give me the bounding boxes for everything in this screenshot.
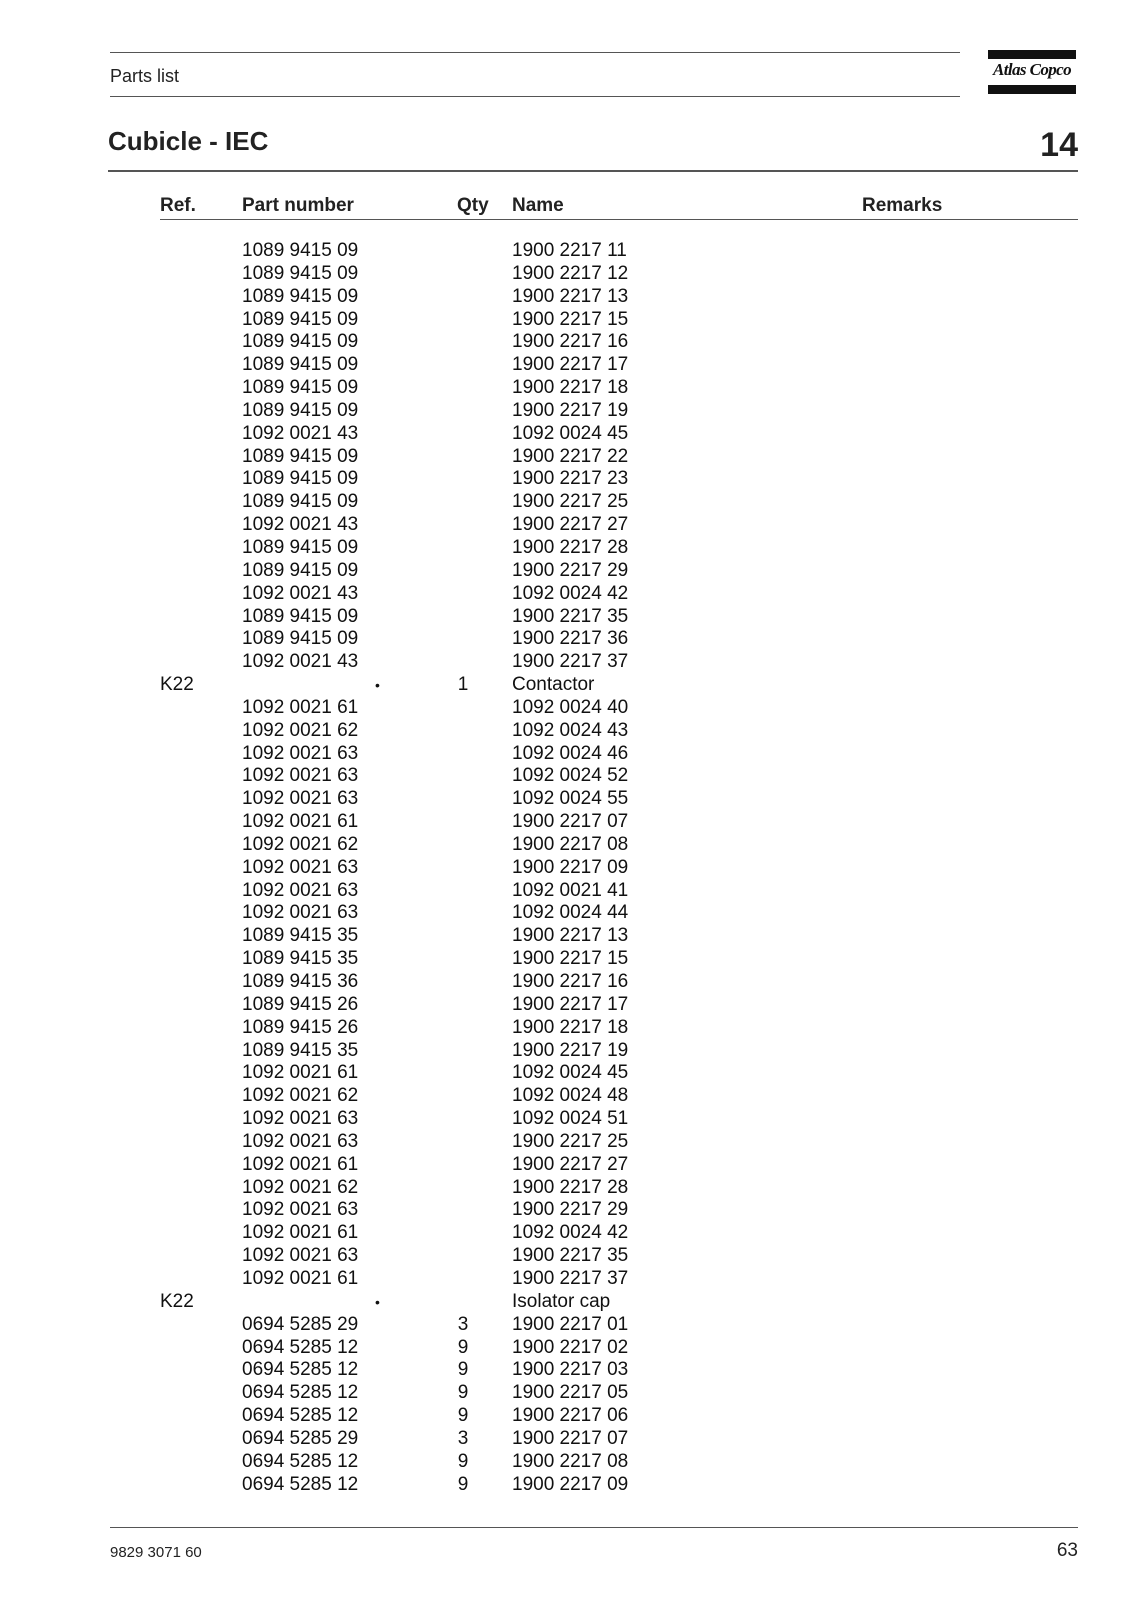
table-row [0,1222,1131,1245]
qty-cell: 1 [457,674,469,696]
page-title: Cubicle - IEC [108,126,269,156]
parts-table [0,240,1131,1496]
table-row [0,765,1131,788]
part-number-cell: 1089 9415 09 [242,377,359,399]
table-row [0,1359,1131,1382]
name-cell: 1900 2217 07 [512,1427,629,1449]
part-number-cell: 0694 5285 12 [242,1405,359,1427]
part-number-cell: 0694 5285 12 [242,1450,359,1472]
table-row [0,651,1131,674]
part-number-cell: 1092 0021 63 [242,879,359,901]
name-cell: 1900 2217 06 [512,1405,629,1427]
name-cell: 1900 2217 18 [512,377,629,399]
table-row [0,560,1131,583]
table-row [0,1040,1131,1063]
name-cell: 1092 0024 44 [512,902,629,924]
table-row [0,400,1131,423]
name-cell: 1900 2217 37 [512,1267,629,1289]
table-row [0,468,1131,491]
qty-cell: 9 [457,1450,469,1472]
name-cell: 1092 0024 45 [512,1062,629,1084]
name-cell: 1900 2217 22 [512,445,629,467]
name-cell: 1092 0024 46 [512,742,629,764]
name-cell: 1900 2217 19 [512,1039,629,1061]
table-row [0,925,1131,948]
column-header-qty: Qty [457,195,489,216]
name-cell: 1900 2217 37 [512,651,629,673]
logo-wordmark: Atlas Copco [993,60,1071,79]
part-number-cell: 0694 5285 29 [242,1427,359,1449]
name-cell: 1900 2217 35 [512,1245,629,1267]
ref-cell: K22 [160,1290,194,1312]
qty-cell: 3 [457,1427,469,1449]
name-cell: 1900 2217 23 [512,468,629,490]
page-number: 63 [1056,1540,1078,1561]
part-number-cell: 0694 5285 12 [242,1359,359,1381]
logo-bottom-bar [988,85,1076,94]
part-number-cell: 1092 0021 63 [242,788,359,810]
table-row [0,1245,1131,1268]
footer-rule [110,1527,1078,1528]
name-cell: 1900 2217 11 [512,240,627,261]
name-cell: 1900 2217 13 [512,285,629,307]
name-cell: 1900 2217 05 [512,1382,629,1404]
column-header-part-number: Part number [242,195,354,216]
part-number-cell: 1089 9415 09 [242,628,359,650]
part-number-cell: 1092 0021 61 [242,1267,359,1289]
part-number-cell: 1092 0021 43 [242,514,359,536]
name-cell: 1900 2217 29 [512,1199,629,1221]
part-number-cell: 1089 9415 09 [242,445,359,467]
name-cell: 1900 2217 15 [512,948,629,970]
name-cell: 1092 0024 48 [512,1085,629,1107]
table-row [0,1474,1131,1497]
part-number-cell: 1089 9415 09 [242,536,359,558]
table-row [0,1451,1131,1474]
table-row [0,1337,1131,1360]
part-number-cell: 1089 9415 09 [242,491,359,513]
table-row [0,1314,1131,1337]
part-number-cell: 1089 9415 09 [242,308,359,330]
column-header-ref: Ref. [160,195,196,216]
name-cell: 1092 0021 41 [512,879,629,901]
name-cell: 1900 2217 13 [512,925,629,947]
name-cell: 1900 2217 27 [512,1153,629,1175]
table-row [0,491,1131,514]
table-row [0,1131,1131,1154]
part-number-cell: 1092 0021 63 [242,1130,359,1152]
part-number-cell: 1092 0021 62 [242,719,359,741]
name-cell: 1092 0024 42 [512,582,629,604]
part-number-cell: 1092 0021 62 [242,1085,359,1107]
part-number-cell: 1089 9415 09 [242,240,359,261]
part-number-cell: 1092 0021 61 [242,811,359,833]
name-cell: 1900 2217 36 [512,628,629,650]
table-row [0,948,1131,971]
table-row [0,834,1131,857]
part-number-cell: 1089 9415 26 [242,1016,359,1038]
header-bottom-rule [110,96,960,97]
part-number-cell: 1089 9415 09 [242,262,359,284]
name-cell: 1092 0024 42 [512,1222,629,1244]
table-row [0,331,1131,354]
table-row [0,880,1131,903]
table-row [0,1108,1131,1131]
table-row [0,537,1131,560]
table-row [0,354,1131,377]
column-header-remarks: Remarks [862,195,943,216]
chapter-number: 14 [1040,126,1078,164]
part-number-cell: 1092 0021 63 [242,856,359,878]
table-row [0,1177,1131,1200]
qty-cell: 9 [457,1473,469,1495]
table-row [0,788,1131,811]
atlas-copco-logo [988,50,1076,94]
table-row [0,628,1131,651]
table-row [0,994,1131,1017]
part-number-cell: 1092 0021 43 [242,582,359,604]
table-row [0,583,1131,606]
part-number-cell: 0694 5285 12 [242,1382,359,1404]
part-number-cell: 1092 0021 61 [242,696,359,718]
table-row [0,606,1131,629]
name-cell: 1900 2217 18 [512,1016,629,1038]
part-number-cell: 1092 0021 62 [242,833,359,855]
part-number-cell: 1092 0021 63 [242,1245,359,1267]
document-number: 9829 3071 60 [110,1544,202,1561]
bullet-marker: • [375,1293,380,1310]
name-cell: 1092 0024 40 [512,696,629,718]
table-row [0,1085,1131,1108]
table-row [0,811,1131,834]
qty-cell: 9 [457,1382,469,1404]
name-cell: 1900 2217 02 [512,1336,629,1358]
part-number-cell: 1089 9415 09 [242,285,359,307]
qty-cell: 3 [457,1313,469,1335]
part-number-cell: 1089 9415 36 [242,971,359,992]
part-number-cell: 0694 5285 29 [242,1313,359,1335]
header-top-rule [110,52,960,53]
name-cell: 1900 2217 09 [512,856,629,878]
part-number-cell: 1092 0021 63 [242,1108,359,1130]
table-row [0,1017,1131,1040]
part-number-cell: 1092 0021 63 [242,765,359,787]
title-rule [108,170,1078,172]
table-row [0,1268,1131,1291]
part-number-cell: 1089 9415 09 [242,468,359,490]
name-cell: Contactor [512,674,595,696]
part-number-cell: 1092 0021 61 [242,1153,359,1175]
part-number-cell: 1089 9415 09 [242,331,359,353]
table-row [0,423,1131,446]
name-cell: 1900 2217 08 [512,833,629,855]
ref-cell: K22 [160,674,194,696]
table-row [0,697,1131,720]
table-row [0,902,1131,925]
table-row [0,1154,1131,1177]
table-row [0,1291,1131,1314]
section-label: Parts list [110,66,180,86]
name-cell: 1900 2217 12 [512,262,629,284]
name-cell: 1900 2217 25 [512,491,629,513]
table-row [0,263,1131,286]
part-number-cell: 1089 9415 09 [242,559,359,581]
column-header-rule [160,219,1078,220]
part-number-cell: 0694 5285 12 [242,1336,359,1358]
name-cell: 1900 2217 19 [512,399,629,421]
column-header-name: Name [512,195,564,216]
part-number-cell: 1092 0021 63 [242,742,359,764]
part-number-cell: 1089 9415 26 [242,993,359,1015]
name-cell: 1900 2217 35 [512,605,629,627]
name-cell: 1900 2217 15 [512,308,629,330]
part-number-cell: 1092 0021 63 [242,902,359,924]
part-number-cell: 1089 9415 09 [242,399,359,421]
table-row [0,514,1131,537]
name-cell: 1900 2217 16 [512,331,629,353]
table-row [0,674,1131,697]
name-cell: 1900 2217 01 [512,1313,629,1335]
name-cell: 1900 2217 17 [512,354,629,376]
table-row [0,857,1131,880]
part-number-cell: 0694 5285 12 [242,1473,359,1495]
part-number-cell: 1089 9415 35 [242,925,359,947]
qty-cell: 9 [457,1359,469,1381]
qty-cell: 9 [457,1336,469,1358]
name-cell: 1092 0024 51 [512,1108,629,1130]
table-row [0,1405,1131,1428]
name-cell: 1900 2217 17 [512,993,629,1015]
table-row [0,286,1131,309]
name-cell: 1900 2217 08 [512,1450,629,1472]
name-cell: 1092 0024 45 [512,422,629,444]
table-row [0,1062,1131,1085]
name-cell: 1900 2217 16 [512,971,629,992]
name-cell: 1900 2217 09 [512,1473,629,1495]
qty-cell: 9 [457,1405,469,1427]
bullet-marker: • [375,677,380,694]
name-cell: 1900 2217 25 [512,1130,629,1152]
part-number-cell: 1089 9415 09 [242,354,359,376]
table-row [0,1199,1131,1222]
part-number-cell: 1092 0021 43 [242,422,359,444]
name-cell: 1092 0024 55 [512,788,629,810]
table-row [0,971,1131,994]
name-cell: 1900 2217 29 [512,559,629,581]
name-cell: 1092 0024 52 [512,765,629,787]
part-number-cell: 1089 9415 35 [242,1039,359,1061]
table-row [0,446,1131,469]
name-cell: 1900 2217 28 [512,536,629,558]
name-cell: Isolator cap [512,1290,611,1312]
name-cell: 1900 2217 27 [512,514,629,536]
part-number-cell: 1092 0021 62 [242,1176,359,1198]
part-number-cell: 1089 9415 35 [242,948,359,970]
table-row [0,377,1131,400]
table-row [0,1382,1131,1405]
name-cell: 1900 2217 03 [512,1359,629,1381]
name-cell: 1900 2217 28 [512,1176,629,1198]
part-number-cell: 1092 0021 61 [242,1062,359,1084]
part-number-cell: 1092 0021 43 [242,651,359,673]
table-row [0,743,1131,766]
logo-top-bar [988,50,1076,59]
part-number-cell: 1092 0021 63 [242,1199,359,1221]
table-row [0,240,1131,263]
name-cell: 1092 0024 43 [512,719,629,741]
part-number-cell: 1092 0021 61 [242,1222,359,1244]
table-row [0,720,1131,743]
table-row [0,309,1131,332]
part-number-cell: 1089 9415 09 [242,605,359,627]
table-row [0,1428,1131,1451]
name-cell: 1900 2217 07 [512,811,629,833]
